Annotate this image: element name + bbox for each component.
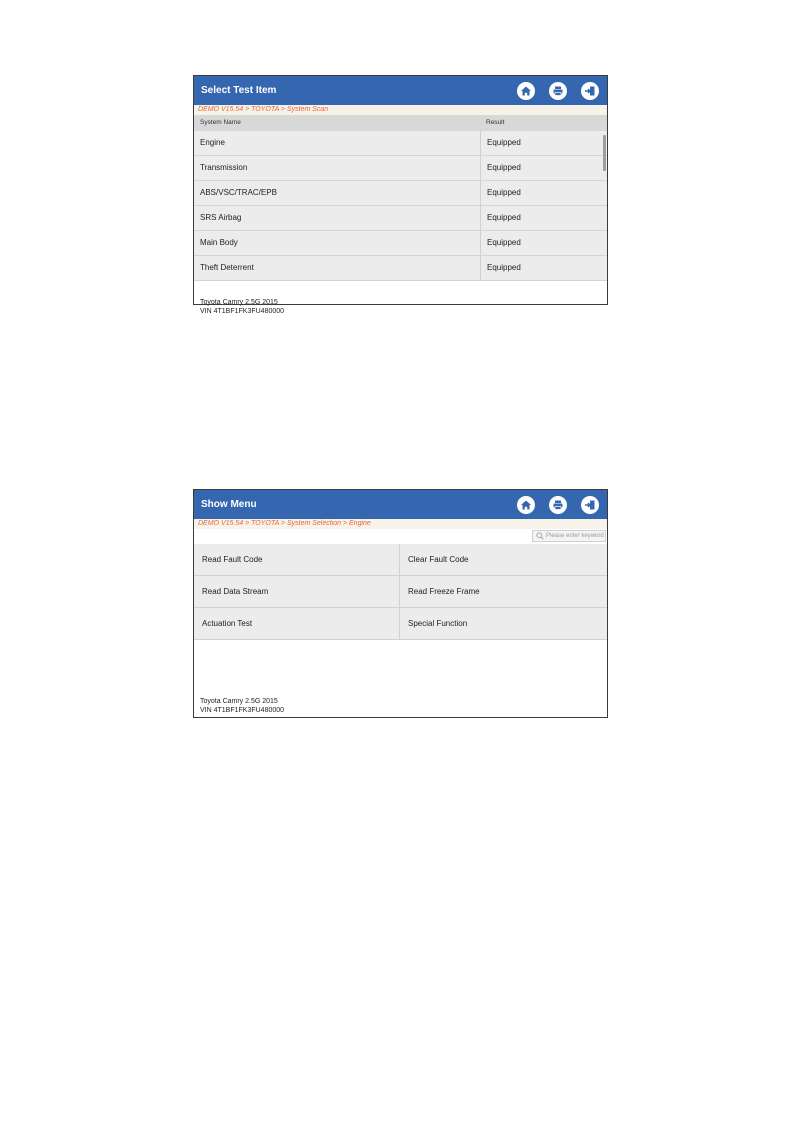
show-menu-screen [193, 489, 608, 718]
title-bar [194, 76, 607, 105]
home-icon[interactable] [517, 496, 535, 514]
table-row[interactable] [194, 181, 607, 206]
table-row[interactable] [194, 156, 607, 181]
search-icon [536, 532, 544, 540]
vehicle-info [200, 697, 284, 715]
breadcrumb: DEMO V15.54 > TOYOTA > System Scan [194, 105, 607, 115]
system-result: Equipped [487, 238, 521, 247]
search-input[interactable] [532, 530, 606, 542]
title-bar [194, 490, 607, 519]
system-result: Equipped [487, 263, 521, 272]
table-row[interactable] [194, 256, 607, 281]
system-result: Equipped [487, 188, 521, 197]
select-test-item-screen [193, 75, 608, 315]
vehicle-vin: VIN 4T1BF1FK3FU480000 [200, 707, 285, 714]
vehicle-model: Toyota Camry 2.5G 2015 [200, 299, 278, 306]
scrollbar[interactable] [603, 135, 606, 171]
home-icon[interactable] [517, 82, 535, 100]
system-result: Equipped [487, 138, 521, 147]
menu-item-actuation-test[interactable]: Actuation Test [194, 608, 400, 640]
system-result: Equipped [487, 163, 521, 172]
menu-item-read-data-stream[interactable]: Read Data Stream [194, 576, 400, 608]
page-title: Select Test Item [201, 85, 277, 96]
page-title: Show Menu [201, 499, 257, 510]
menu-item-read-fault-code[interactable]: Read Fault Code [194, 544, 400, 576]
system-result: Equipped [487, 213, 521, 222]
exit-icon[interactable] [581, 82, 599, 100]
menu-item-read-freeze-frame[interactable]: Read Freeze Frame [400, 576, 607, 608]
system-name: Theft Deterrent [194, 256, 481, 280]
system-name: Main Body [194, 231, 481, 255]
system-name: Engine [194, 131, 481, 155]
system-name: Transmission [194, 156, 481, 180]
breadcrumb: DEMO V15.54 > TOYOTA > System Selection > Engine [194, 519, 607, 529]
menu-item-special-function[interactable]: Special Function [400, 608, 607, 640]
table-header [194, 115, 607, 131]
vehicle-model: Toyota Camry 2.5G 2015 [200, 698, 278, 705]
menu-item-clear-fault-code[interactable]: Clear Fault Code [400, 544, 607, 576]
vehicle-vin: VIN 4T1BF1FK3FU480000 [200, 308, 285, 315]
search-bar [194, 529, 607, 544]
search-placeholder: Please enter keyword [546, 533, 604, 539]
vehicle-info [194, 293, 607, 316]
column-header-result: Result [486, 119, 505, 126]
table-row[interactable] [194, 231, 607, 256]
system-name: ABS/VSC/TRAC/EPB [194, 181, 481, 205]
system-table[interactable] [194, 131, 607, 293]
exit-icon[interactable] [581, 496, 599, 514]
system-name: SRS Airbag [194, 206, 481, 230]
column-header-system-name: System Name [200, 119, 241, 126]
table-row[interactable] [194, 131, 607, 156]
table-row[interactable] [194, 206, 607, 231]
print-icon[interactable] [549, 496, 567, 514]
print-icon[interactable] [549, 82, 567, 100]
menu-grid [194, 544, 607, 640]
